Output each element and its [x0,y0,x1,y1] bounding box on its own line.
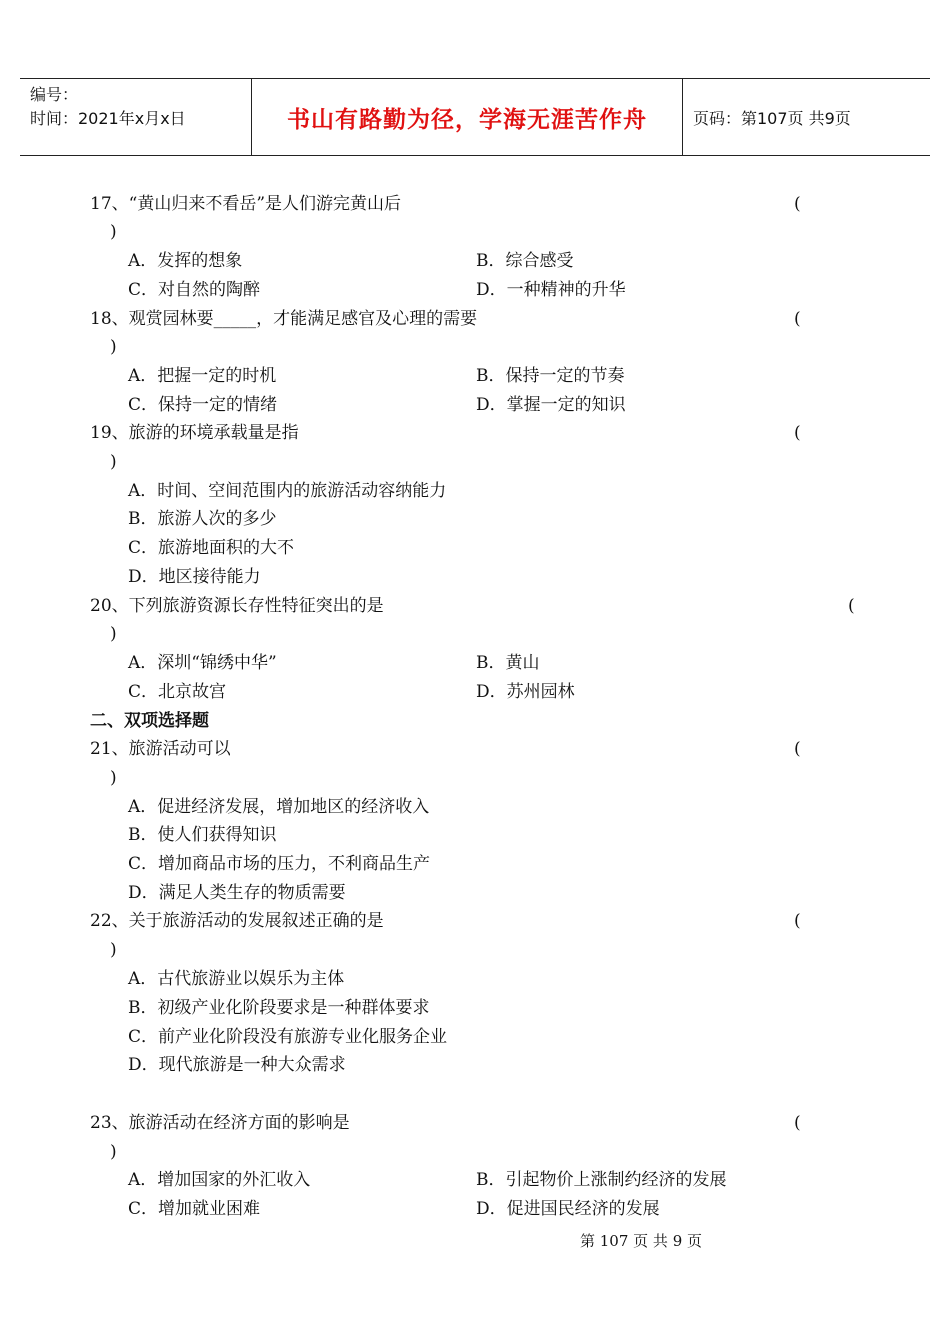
option: D．现代旅游是一种大众需求 [128,1055,346,1075]
option: B．保持一定的节奏 [476,366,625,386]
answer-paren-close: ) [110,624,117,644]
question-stem: 18、观赏园林要_____，才能满足感官及心理的需要 [90,309,478,329]
answer-paren-close: ) [110,768,117,788]
option: D．一种精神的升华 [476,280,626,300]
answer-paren-open: ( [794,911,801,931]
option: A．促进经济发展，增加地区的经济收入 [128,797,430,817]
option: A．古代旅游业以娱乐为主体 [128,969,345,989]
question-stem: 21、旅游活动可以 [90,739,231,759]
option: D．满足人类生存的物质需要 [128,883,346,903]
option: A．把握一定的时机 [128,366,277,386]
answer-paren-open: ( [794,1113,801,1133]
page-footer: 第 107 页 共 9 页 [580,1232,703,1250]
question-stem: 17、“黄山归来不看岳”是人们游完黄山后 [90,194,402,214]
option: B．使人们获得知识 [128,825,277,845]
answer-paren-close: ) [110,452,117,472]
option: A．深圳“锦绣中华” [128,653,277,673]
header-left-cell [20,79,252,155]
date-label: 时间：2021年x月x日 [30,109,186,128]
question-stem: 19、旅游的环境承载量是指 [90,423,299,443]
option: D．掌握一定的知识 [476,395,626,415]
option: B．初级产业化阶段要求是一种群体要求 [128,998,430,1018]
answer-paren-close: ) [110,337,117,357]
answer-paren-open: ( [794,194,801,214]
question-stem: 22、关于旅游活动的发展叙述正确的是 [90,911,384,931]
section-title: 二、双项选择题 [90,711,209,731]
answer-paren-open: ( [794,309,801,329]
page-header [20,78,930,156]
option: C．前产业化阶段没有旅游专业化服务企业 [128,1027,448,1047]
option: B．引起物价上涨制约经济的发展 [476,1170,727,1190]
question-stem: 20、下列旅游资源长存性特征突出的是 [90,596,384,616]
number-label: 编号： [30,85,79,104]
option: A．发挥的想象 [128,251,243,271]
option: A．增加国家的外汇收入 [128,1170,311,1190]
option: D．促进国民经济的发展 [476,1199,660,1219]
answer-paren-open: ( [794,739,801,759]
answer-paren-open: ( [848,596,855,616]
option: C．保持一定的情绪 [128,395,278,415]
option: C．旅游地面积的大不 [128,538,295,558]
option: C．北京故宫 [128,682,227,702]
option: B．综合感受 [476,251,574,271]
page-info: 页码：第107页 共9页 [693,108,851,128]
answer-paren-close: ) [110,222,117,242]
answer-paren-close: ) [110,1142,117,1162]
answer-paren-open: ( [794,423,801,443]
option: C．对自然的陶醉 [128,280,261,300]
answer-paren-close: ) [110,940,117,960]
option: A．时间、空间范围内的旅游活动容纳能力 [128,481,447,501]
question-stem: 23、旅游活动在经济方面的影响是 [90,1113,350,1133]
motto: 书山有路勤为径，学海无涯苦作舟 [252,79,683,155]
option: C．增加就业困难 [128,1199,261,1219]
option: B．黄山 [476,653,540,673]
option: D．苏州园林 [476,682,575,702]
option: C．增加商品市场的压力，不利商品生产 [128,854,431,874]
option: B．旅游人次的多少 [128,509,277,529]
option: D．地区接待能力 [128,567,261,587]
